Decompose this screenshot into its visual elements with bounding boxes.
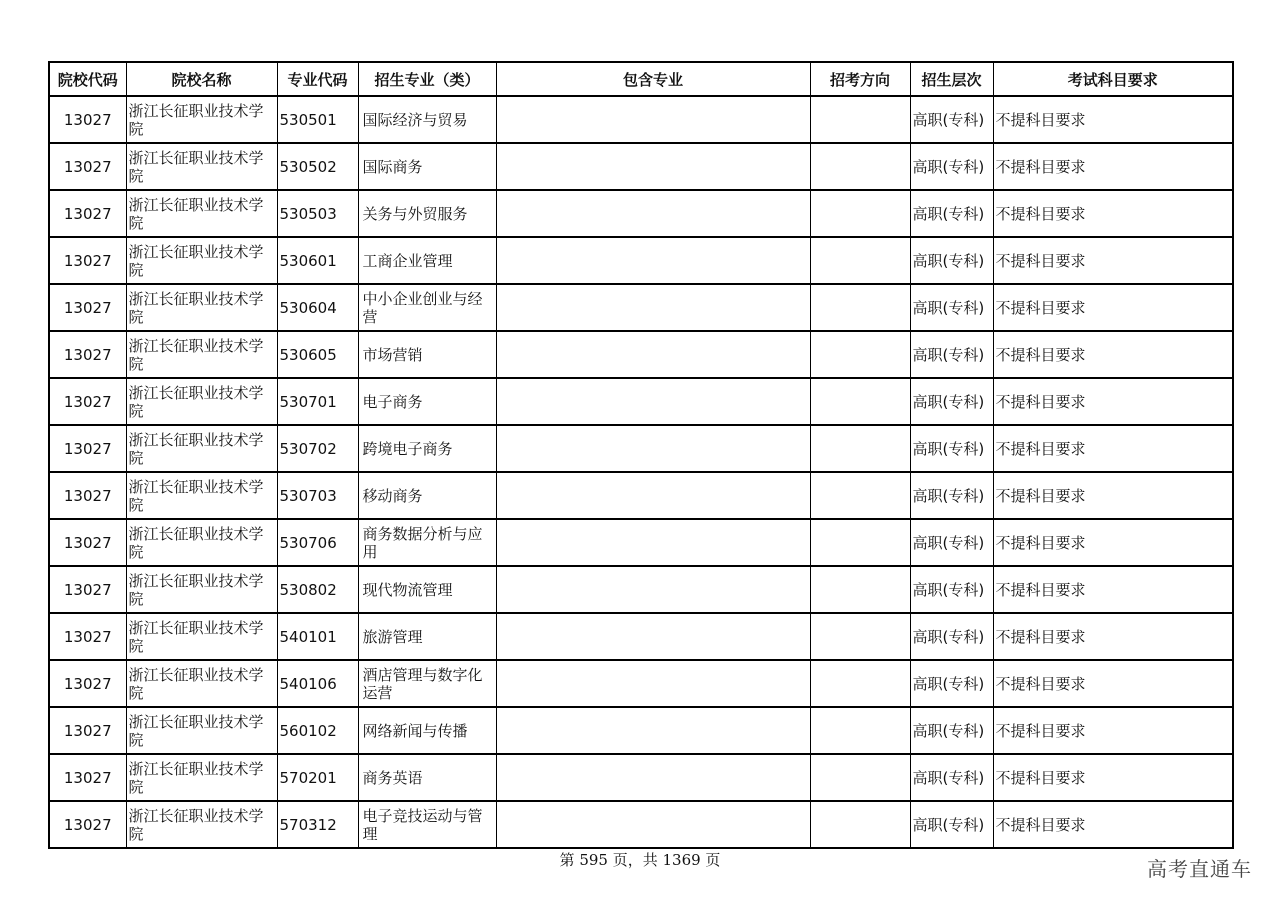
cell-requirement: 不提科目要求 <box>993 143 1233 190</box>
table-row <box>49 143 1233 190</box>
cell-direction <box>810 425 910 472</box>
table-row <box>49 754 1233 801</box>
cell-included-majors <box>496 284 810 331</box>
cell-level: 高职(专科) <box>910 754 993 801</box>
cell-requirement: 不提科目要求 <box>993 190 1233 237</box>
cell-level: 高职(专科) <box>910 96 993 143</box>
cell-included-majors <box>496 613 810 660</box>
cell-school-code: 13027 <box>49 754 126 801</box>
cell-requirement: 不提科目要求 <box>993 707 1233 754</box>
cell-school-code: 13027 <box>49 143 126 190</box>
cell-major: 关务与外贸服务 <box>358 190 496 237</box>
cell-major: 跨境电子商务 <box>358 425 496 472</box>
cell-direction <box>810 284 910 331</box>
cell-included-majors <box>496 378 810 425</box>
cell-major-code: 530502 <box>277 143 358 190</box>
table-row <box>49 96 1233 143</box>
cell-major-code: 530605 <box>277 331 358 378</box>
cell-school-name: 浙江长征职业技术学院 <box>126 237 277 284</box>
cell-level: 高职(专科) <box>910 237 993 284</box>
cell-major: 网络新闻与传播 <box>358 707 496 754</box>
header-included-majors: 包含专业 <box>496 62 810 96</box>
cell-direction <box>810 190 910 237</box>
cell-school-code: 13027 <box>49 472 126 519</box>
cell-school-code: 13027 <box>49 707 126 754</box>
cell-school-code: 13027 <box>49 190 126 237</box>
cell-direction <box>810 237 910 284</box>
cell-direction <box>810 566 910 613</box>
cell-school-name: 浙江长征职业技术学院 <box>126 660 277 707</box>
table-row <box>49 331 1233 378</box>
cell-requirement: 不提科目要求 <box>993 96 1233 143</box>
cell-level: 高职(专科) <box>910 707 993 754</box>
cell-requirement: 不提科目要求 <box>993 754 1233 801</box>
cell-school-code: 13027 <box>49 801 126 848</box>
cell-included-majors <box>496 707 810 754</box>
cell-direction <box>810 472 910 519</box>
cell-school-code: 13027 <box>49 331 126 378</box>
table-row <box>49 472 1233 519</box>
cell-major: 电子竞技运动与管理 <box>358 801 496 848</box>
admissions-table <box>48 61 1234 849</box>
cell-level: 高职(专科) <box>910 143 993 190</box>
cell-major: 移动商务 <box>358 472 496 519</box>
cell-direction <box>810 331 910 378</box>
header-major-code: 专业代码 <box>277 62 358 96</box>
cell-school-name: 浙江长征职业技术学院 <box>126 707 277 754</box>
table-header-row <box>49 62 1233 96</box>
cell-included-majors <box>496 660 810 707</box>
cell-level: 高职(专科) <box>910 190 993 237</box>
cell-major-code: 530706 <box>277 519 358 566</box>
table-row <box>49 566 1233 613</box>
cell-requirement: 不提科目要求 <box>993 566 1233 613</box>
cell-school-code: 13027 <box>49 378 126 425</box>
cell-major-code: 570201 <box>277 754 358 801</box>
cell-included-majors <box>496 331 810 378</box>
cell-major-code: 530601 <box>277 237 358 284</box>
cell-included-majors <box>496 754 810 801</box>
cell-direction <box>810 613 910 660</box>
header-requirement: 考试科目要求 <box>993 62 1233 96</box>
watermark: 高考直通车 <box>1147 857 1252 881</box>
table-row <box>49 519 1233 566</box>
cell-requirement: 不提科目要求 <box>993 472 1233 519</box>
cell-requirement: 不提科目要求 <box>993 613 1233 660</box>
cell-major-code: 530703 <box>277 472 358 519</box>
cell-direction <box>810 519 910 566</box>
cell-direction <box>810 378 910 425</box>
cell-requirement: 不提科目要求 <box>993 660 1233 707</box>
cell-level: 高职(专科) <box>910 566 993 613</box>
cell-requirement: 不提科目要求 <box>993 331 1233 378</box>
cell-major: 酒店管理与数字化运营 <box>358 660 496 707</box>
cell-major-code: 530702 <box>277 425 358 472</box>
cell-direction <box>810 143 910 190</box>
cell-major: 国际商务 <box>358 143 496 190</box>
cell-school-name: 浙江长征职业技术学院 <box>126 190 277 237</box>
cell-level: 高职(专科) <box>910 378 993 425</box>
cell-school-name: 浙江长征职业技术学院 <box>126 425 277 472</box>
cell-requirement: 不提科目要求 <box>993 237 1233 284</box>
cell-included-majors <box>496 190 810 237</box>
cell-major-code: 540101 <box>277 613 358 660</box>
cell-requirement: 不提科目要求 <box>993 801 1233 848</box>
header-level: 招生层次 <box>910 62 993 96</box>
table-row <box>49 237 1233 284</box>
table-row <box>49 613 1233 660</box>
cell-direction <box>810 96 910 143</box>
table-row <box>49 425 1233 472</box>
cell-school-name: 浙江长征职业技术学院 <box>126 519 277 566</box>
cell-requirement: 不提科目要求 <box>993 378 1233 425</box>
page-number: 第 595 页，共 1369 页 <box>559 851 721 869</box>
cell-school-code: 13027 <box>49 519 126 566</box>
cell-included-majors <box>496 237 810 284</box>
cell-school-code: 13027 <box>49 425 126 472</box>
table-row <box>49 707 1233 754</box>
cell-major: 商务英语 <box>358 754 496 801</box>
cell-major-code: 530802 <box>277 566 358 613</box>
table-row <box>49 284 1233 331</box>
cell-major: 旅游管理 <box>358 613 496 660</box>
cell-major: 国际经济与贸易 <box>358 96 496 143</box>
table-row <box>49 660 1233 707</box>
cell-direction <box>810 754 910 801</box>
cell-school-name: 浙江长征职业技术学院 <box>126 613 277 660</box>
cell-school-name: 浙江长征职业技术学院 <box>126 566 277 613</box>
table-row <box>49 378 1233 425</box>
header-major: 招生专业（类） <box>358 62 496 96</box>
header-school-code: 院校代码 <box>49 62 126 96</box>
cell-school-name: 浙江长征职业技术学院 <box>126 754 277 801</box>
cell-school-code: 13027 <box>49 284 126 331</box>
cell-school-name: 浙江长征职业技术学院 <box>126 472 277 519</box>
header-school-name: 院校名称 <box>126 62 277 96</box>
cell-major-code: 530503 <box>277 190 358 237</box>
table-row <box>49 801 1233 848</box>
cell-school-code: 13027 <box>49 660 126 707</box>
cell-direction <box>810 707 910 754</box>
cell-included-majors <box>496 519 810 566</box>
cell-major-code: 530604 <box>277 284 358 331</box>
table-row <box>49 190 1233 237</box>
cell-major-code: 560102 <box>277 707 358 754</box>
cell-included-majors <box>496 96 810 143</box>
cell-requirement: 不提科目要求 <box>993 284 1233 331</box>
header-direction: 招考方向 <box>810 62 910 96</box>
cell-major: 现代物流管理 <box>358 566 496 613</box>
cell-major-code: 530701 <box>277 378 358 425</box>
cell-level: 高职(专科) <box>910 331 993 378</box>
cell-major: 工商企业管理 <box>358 237 496 284</box>
cell-level: 高职(专科) <box>910 660 993 707</box>
cell-level: 高职(专科) <box>910 425 993 472</box>
cell-major: 中小企业创业与经营 <box>358 284 496 331</box>
cell-level: 高职(专科) <box>910 801 993 848</box>
cell-level: 高职(专科) <box>910 613 993 660</box>
cell-major-code: 570312 <box>277 801 358 848</box>
cell-school-name: 浙江长征职业技术学院 <box>126 378 277 425</box>
cell-included-majors <box>496 472 810 519</box>
cell-included-majors <box>496 143 810 190</box>
cell-school-name: 浙江长征职业技术学院 <box>126 801 277 848</box>
cell-school-name: 浙江长征职业技术学院 <box>126 331 277 378</box>
cell-direction <box>810 660 910 707</box>
cell-major-code: 530501 <box>277 96 358 143</box>
cell-level: 高职(专科) <box>910 472 993 519</box>
cell-school-name: 浙江长征职业技术学院 <box>126 143 277 190</box>
cell-level: 高职(专科) <box>910 284 993 331</box>
cell-school-name: 浙江长征职业技术学院 <box>126 96 277 143</box>
cell-school-code: 13027 <box>49 566 126 613</box>
table-body <box>49 96 1233 848</box>
cell-included-majors <box>496 566 810 613</box>
cell-direction <box>810 801 910 848</box>
cell-major-code: 540106 <box>277 660 358 707</box>
cell-requirement: 不提科目要求 <box>993 425 1233 472</box>
cell-school-code: 13027 <box>49 237 126 284</box>
cell-major: 市场营销 <box>358 331 496 378</box>
cell-requirement: 不提科目要求 <box>993 519 1233 566</box>
cell-school-code: 13027 <box>49 613 126 660</box>
cell-major: 商务数据分析与应用 <box>358 519 496 566</box>
cell-level: 高职(专科) <box>910 519 993 566</box>
cell-included-majors <box>496 425 810 472</box>
cell-major: 电子商务 <box>358 378 496 425</box>
cell-school-name: 浙江长征职业技术学院 <box>126 284 277 331</box>
cell-included-majors <box>496 801 810 848</box>
cell-school-code: 13027 <box>49 96 126 143</box>
